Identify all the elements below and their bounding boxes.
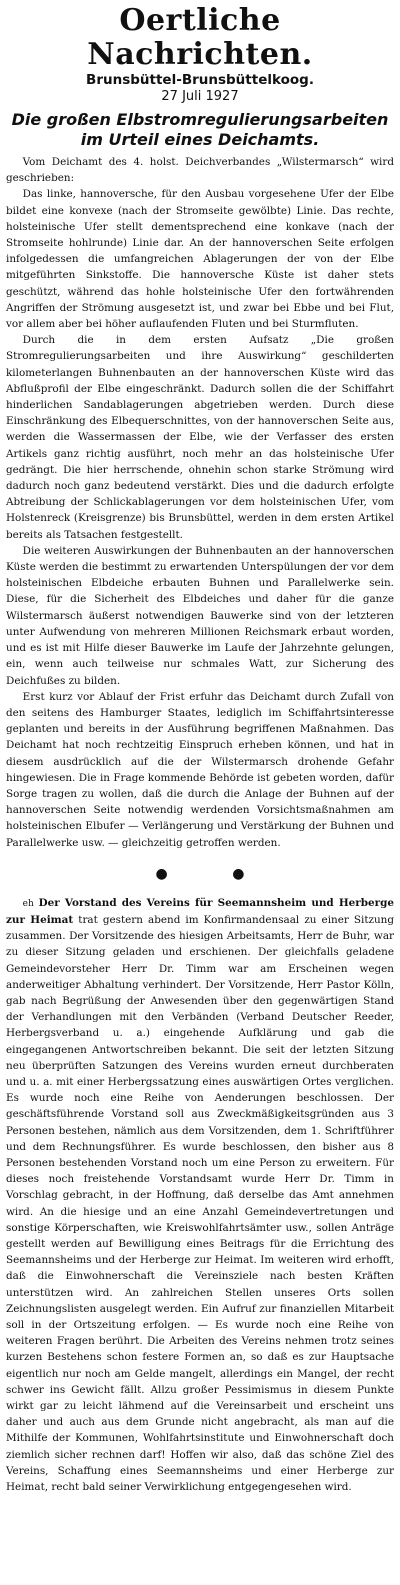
article-2-paragraph bbox=[6, 895, 394, 1496]
article-1-paragraph: Das linke, hannoversche, für den Ausbau vorgesehene Ufer der Elbe bildet eine konvexe (nach der Stromseite gewölbte) Linie. Das rechte, holsteinische Ufer stellt dementsprechend eine konkave (nach der Stromseite hohlrunde) Linie dar. An der hannoverschen Seite erfolgen infolgedessen die umfangreichen Ablagerungen der von der Elbe mitgeführten Sinkstoffe. Die hannoversche Küste ist daher stets geschützt, während das hohle holsteinische Ufer den fortwährenden Angriffen der Strömung ausgesetzt ist, und zwar bei Ebbe und bei Flut, vor allem aber bei höher auflaufenden Fluten und bei Sturmfluten. bbox=[6, 188, 394, 331]
article-1-paragraph: Die weiteren Auswirkungen der Buhnenbauten an der hannoverschen Küste werden die bestimmt zu erwartenden Unterspülungen der vor dem holsteinischen Elbdeiche erbauten Buhnen und Parallelwerke sein. Diese, für die Sicherheit des Elbdeiches und daher für die ganze Wilstermarsch äußerst notwendigen Bauwerke sind von der letzteren unter Aufwendung von mehreren Millionen Reichsmark erbaut worden, und es ist mit Hilfe dieser Bauwerke im Laufe der Jahrzehnte gelungen, ein, wenn auch teilweise nur schmales Watt, zur Sicherung des Deichfußes zu bilden. bbox=[6, 544, 394, 687]
article-2-lead: Der Vorstand des Vereins für Seemannsheim und Herberge zur Heimat bbox=[6, 896, 394, 926]
article-2-body bbox=[6, 895, 394, 1496]
section-title: Oertliche Nachrichten. bbox=[87, 3, 313, 72]
article-headline bbox=[6, 110, 394, 150]
local-mark: eh bbox=[22, 898, 34, 909]
place-line: Brunsbüttel-Brunsbüttelkoog. bbox=[86, 72, 314, 88]
article-separator: ● ● bbox=[155, 865, 275, 882]
article-1-paragraph: Erst kurz vor Ablauf der Frist erfuhr das Deichamt durch Zufall von den seitens des Hamburger Staates, lediglich im Schiffahrtsinteresse geplanten und bereits in der Ausführung begriffenen Maßnahmen. Das Deichamt hat noch rechtzeitig Einspruch erheben können, und hat in diesem ausdrücklich auf die der Wilstermarsch drohende Gefahr hingewiesen. Die in Frage kommende Behörde ist gebeten worden, dafür Sorge tragen zu wollen, daß die durch die Anlage der Buhnen auf der hannoverschen Seite notwendig werdenden Vorsichtsmaßnahmen am holsteinischen Elbufer — Verlängerung und Verstärkung der Buhnen und Parallelwerke usw. — gleichzeitig getroffen werden. bbox=[6, 690, 394, 849]
article-1-body bbox=[6, 154, 394, 851]
date-line: 27 Juli 1927 bbox=[161, 89, 239, 104]
headline-line-2: im Urteil eines Deichamts. bbox=[80, 130, 320, 149]
article-2-text: trat gestern abend im Konfirmandensaal zu einer Sitzung zusammen. Der Vorsitzende des hiesigen Arbeitsamts, Herr de Buhr, war zu dieser Sitzung geladen und erschienen. Der gleichfalls geladene Gemeindevorsteher Herr Dr. Timm war am Erscheinen wegen anderweitiger Abhaltung verhindert. Der Vorsitzende, Herr Pastor Kölln, gab nach Begrüßung der Anwesenden über den gegenwärtigen Stand der Verhandlungen mit den Verbänden (Verband Deutscher Reeder, Herbergsverband u. a.) eingehende Aufklärung und gab die eingegangenen Antwortschreiben bekannt. Die seit der letzten Sitzung neu überprüften Satzungen des Vereins wurden erneut durchberaten und u. a. mit einer Herbergssatzung eines auswärtigen Ortes verglichen. Es wurde noch eine Reihe von Aenderungen beschlossen. Der geschäftsführende Vorstand soll aus Zweckmäßigkeitsgründen aus 3 Personen bestehen, nämlich aus dem Vorsitzenden, dem 1. Schriftführer und dem Rechnungsführer. Es wurde beschlossen, den bisher aus 8 Personen bestehenden Vorstand noch um eine Person zu erweitern. Für dieses noch freistehende Vorstandsamt wurde Herr Dr. Timm in Vorschlag gebracht, in der Hoffnung, daß derselbe das Amt annehmen wird. An die hiesige und an eine Anzahl Gemeindevertretungen und sonstige Körperschaften, wie Kreiswohlfahrtsämter usw., sollen Anträge gestellt werden auf Bewilligung eines Beitrags für die Errichtung des Seemannsheims und der Herberge zur Heimat. Im weiteren wird erhofft, daß die Einwohnerschaft die Vereinsziele nach besten Kräften unterstützen wird. An zahlreichen Stellen unseres Orts sollen Zeichnungslisten ausgelegt werden. Ein Aufruf zur finanziellen Mitarbeit soll in der Ortszeitung erfolgen. — Es wurde noch eine Reihe von weiteren Fragen berührt. Die Arbeiten des Vereins nehmen trotz seines kurzen Bestehens schon festere Formen an, so daß es zur Hauptsache eigentlich nur noch am Gelde mangelt, allerdings ein Mangel, der recht schwer ins Gewicht fällt. Allzu großer Pessimismus in diesem Punkte wirkt gar zu leicht lähmend auf die Vereinsarbeit und erscheint uns daher und auch aus dem Grunde nicht angebracht, als man auf die Mithilfe der Kommunen, Wohlfahrtsinstitute und Einwohnerschaft doch ziemlich sicher rechnen darf! Hoffen wir also, daß das schöne Ziel des Vereins, Schaffung eines Seemannsheims und einer Herberge zur Heimat, recht bald seiner Verwirklichung entgegengesehen wird. bbox=[6, 913, 395, 1494]
article-1-paragraph: Durch die in dem ersten Aufsatz „Die großen Stromregulierungsarbeiten und ihre Auswirkung“ geschilderten kilometerlangen Buhnenbauten an der hannoverschen Küste wird das Abflußprofil der Elbe eingeschränkt. Dadurch sollen die der Schiffahrt hinderlichen Sandablagerungen abgetrieben werden. Durch diese Einschränkung des Elbequerschnittes, von der hannoverschen Seite aus, werden die Wassermassen der Elbe, wie der Verfasser des ersten Artikels ganz richtig ausführt, noch mehr an das holsteinische Ufer gedrängt. Die hier herrschende, ohnehin schon starke Strömung wird dadurch noch ganz bedeutend verstärkt. Dies und die dadurch erfolgte Abtreibung der Schlickablagerungen vor dem holsteinischen Ufer, vom Holstenreck (Kreisgrenze) bis Brunsbüttel, werden in dem ersten Artikel bereits als Tatsachen festgestellt. bbox=[6, 334, 394, 541]
article-1-paragraph: Vom Deichamt des 4. holst. Deichverbandes „Wilstermarsch“ wird geschrieben: bbox=[6, 156, 394, 185]
headline-line-1: Die großen Elbstromregulierungsarbeiten bbox=[11, 110, 389, 129]
